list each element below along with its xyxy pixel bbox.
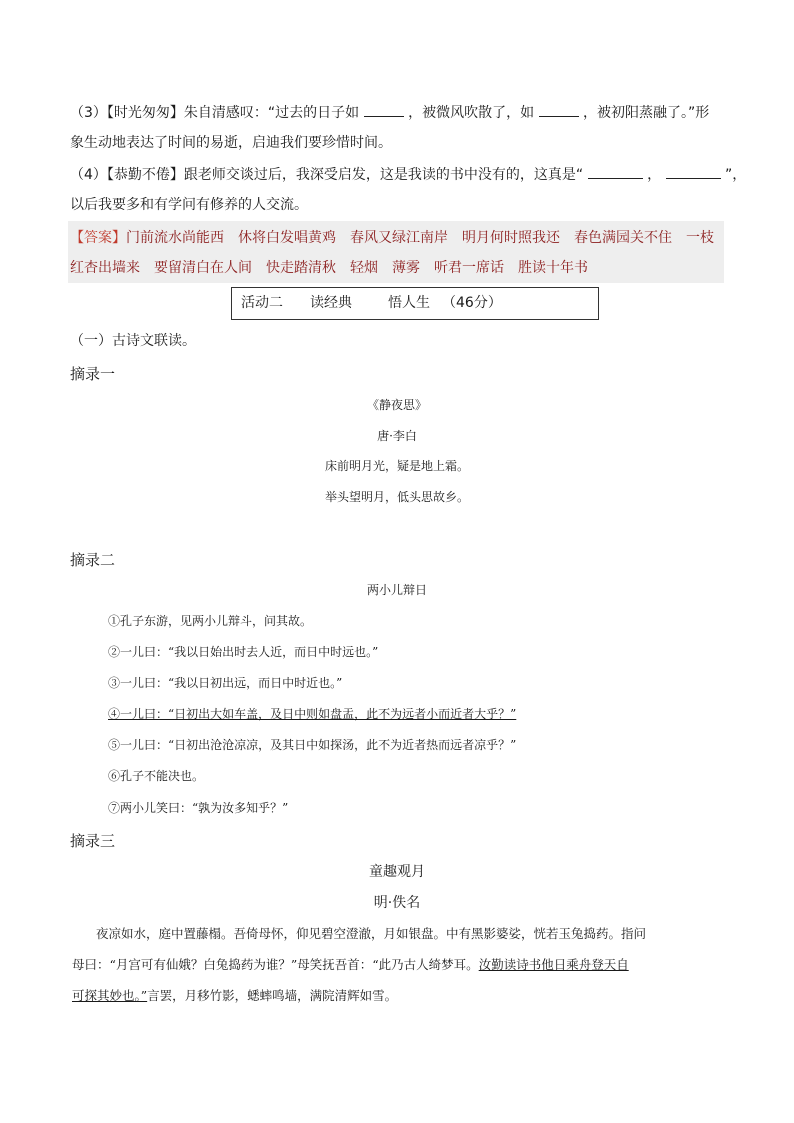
answer-item: 一枝 [686,230,714,246]
answer-row-2 [70,257,602,279]
essay-text: 言罢，月移竹影，蟋蟀鸣墙，满院清辉如雪。 [147,988,398,1003]
poem-author: 唐·李白 [377,429,417,443]
activity-name: 活动二 [241,295,283,311]
question-4-text-c: ”， [724,167,747,183]
text-title: 两小儿辩日 [366,583,427,597]
question-3-text-c: ，被初阳蒸融了。”形 [582,105,710,121]
answer-item: 要留清白在人间 [154,260,252,276]
answer-item: 轻烟 [350,260,378,276]
essay-title: 童趣观月 [369,864,425,880]
answer-blank[interactable] [539,102,579,117]
text-paragraph: ⑥孔子不能决也。 [108,769,205,783]
answer-item: 明月何时照我还 [462,230,560,246]
text-paragraph: ⑤一儿曰：“日初出沧沧凉凉，及其日中如探汤，此不为近者热而远者凉乎？” [108,738,517,752]
text-paragraph: ②一儿曰：“我以日始出时去人近，而日中时远也。” [108,645,379,659]
question-3-text-b: ，被微风吹散了，如 [408,105,535,121]
essay-text-underlined: 汝勤读诗书他日乘舟登天自 [478,957,629,972]
excerpt-3-label: 摘录三 [70,832,116,850]
answer-box [68,221,724,283]
question-4-text-a: （4）【恭勤不倦】跟老师交谈过后，我深受启发，这是我读的书中没有的，这真是“ [70,167,584,183]
question-4-text-b: ， [647,167,662,183]
answer-item: 春风又绿江南岸 [350,230,448,246]
answer-item: 薄雾 [392,260,420,276]
essay-text-underlined: 可探其妙也。” [72,988,148,1003]
answer-item: 快走踏清秋 [266,260,336,276]
text-paragraph: ⑦两小儿笑曰：“孰为汝多知乎？” [108,801,289,815]
answer-item: 胜读十年书 [518,260,588,276]
answer-item: 红杏出墙来 [70,260,140,276]
essay-text: 母曰：“月宫可有仙娥？白兔捣药为谁？”母笑抚吾首：“此乃古人绮梦耳。 [72,957,479,972]
essay-author: 明·佚名 [373,895,421,911]
question-3-line-1 [70,102,709,123]
answer-blank[interactable] [666,164,721,179]
question-3-text-a: （3）【时光匆匆】朱自清感叹：“过去的日子如 [70,105,360,121]
activity-theme-2: 悟人生 [388,295,430,311]
answer-row-1 [70,227,728,249]
question-4-line-1 [70,164,746,185]
excerpt-1-label: 摘录一 [70,365,116,383]
poem-line: 床前明月光，疑是地上霜。 [324,459,469,473]
poem-title: 《静夜思》 [366,398,427,412]
answer-item: 门前流水尚能西 [126,230,224,246]
text-paragraph: ③一儿曰：“我以日初出远，而日中时近也。” [108,676,343,690]
question-4-line-2: 以后我要多和有学问有修养的人交流。 [70,197,308,213]
text-paragraph-underlined: ④一儿曰：“日初出大如车盖，及日中则如盘盂，此不为远者小而近者大乎？” [108,707,517,721]
answer-item: 听君一席话 [434,260,504,276]
excerpt-2-label: 摘录二 [70,551,116,569]
answer-item: 休将白发唱黄鸡 [238,230,336,246]
answer-blank[interactable] [588,164,643,179]
section-title: （一）古诗文联读。 [70,333,196,349]
answer-tag: 【答案】 [70,230,126,246]
question-3-line-2: 象生动地表达了时间的易逝，启迪我们要珍惜时间。 [70,135,392,151]
activity-title-box [231,287,599,320]
answer-item: 春色满园关不住 [574,230,672,246]
essay-line [72,955,629,975]
text-paragraph: ①孔子东游，见两小儿辩斗，问其故。 [108,614,313,628]
poem-line: 举头望明月，低头思故乡。 [324,490,469,504]
answer-blank[interactable] [364,102,404,117]
essay-line: 夜凉如水，庭中置藤榻。吾倚母怀，仰见碧空澄澈，月如银盘。中有黑影婆娑，恍若玉兔捣药。指问 [96,926,647,941]
activity-theme-1: 读经典 [310,295,352,311]
activity-score: （46分） [442,295,502,311]
essay-line [72,986,397,1006]
